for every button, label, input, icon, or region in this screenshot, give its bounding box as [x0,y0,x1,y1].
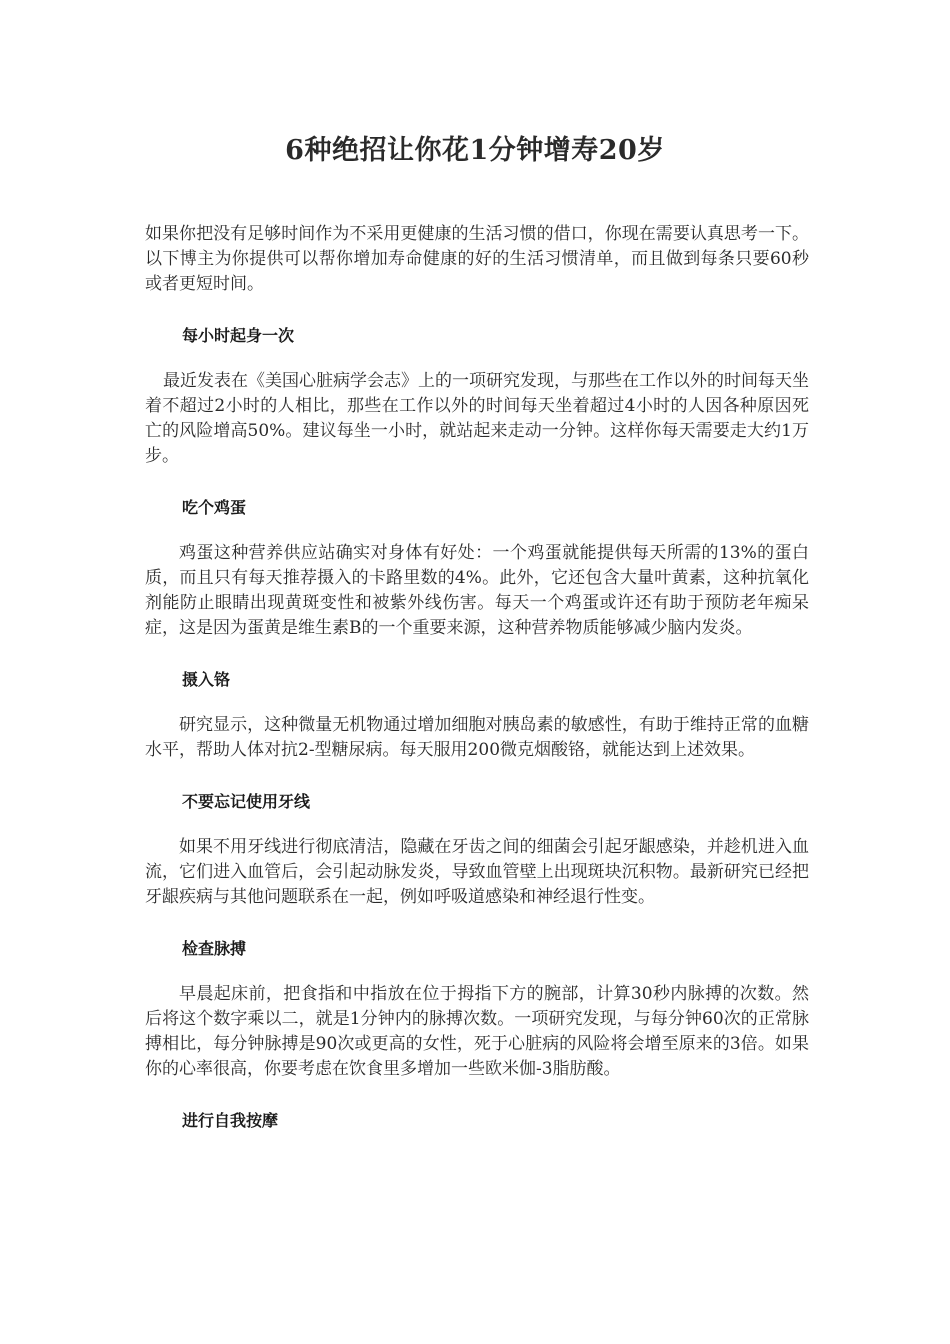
section-body-eat-egg: 鸡蛋这种营养供应站确实对身体有好处：一个鸡蛋就能提供每天所需的13%的蛋白质，而且只有每天推荐摄入的卡路里数的4%。此外，它还包含大量叶黄素，这种抗氧化剂能防止眼睛出现黄斑变性和被紫外线伤害。每天一个鸡蛋或许还有助于预防老年痴呆症，这是因为蛋黄是维生素B的一个重要来源，这种营养物质能够减少脑内发炎。 [145,543,809,638]
section-body-chromium: 研究显示，这种微量无机物通过增加细胞对胰岛素的敏感性，有助于维持正常的血糖水平，帮助人体对抗2-型糖尿病。每天服用200微克烟酸铬，就能达到上述效果。 [145,715,809,760]
section-heading-eat-egg: 吃个鸡蛋 [182,498,247,517]
section-heading-self-massage: 进行自我按摩 [182,1111,279,1130]
section-body-floss: 如果不用牙线进行彻底清洁，隐藏在牙齿之间的细菌会引起牙龈感染，并趁机进入血流，它们进入血管后，会引起动脉发炎，导致血管壁上出现斑块沉积物。最新研究已经把牙龈疾病与其他问题联系在一起，例如呼吸道感染和神经退行性变。 [145,837,809,907]
document-title: 6种绝招让你花1分钟增寿20岁 [285,135,665,166]
section-heading-floss: 不要忘记使用牙线 [182,792,311,811]
section-body-pulse: 早晨起床前，把食指和中指放在位于拇指下方的腕部，计算30秒内脉搏的次数。然后将这个数字乘以二，就是1分钟内的脉搏次数。一项研究发现，与每分钟60次的正常脉搏相比，每分钟脉搏是90次或更高的女性，死于心脏病的风险将会增至原来的3倍。如果你的心率很高，你要考虑在饮食里多增加一些欧米伽-3脂肪酸。 [145,984,809,1079]
section-heading-chromium: 摄入铬 [182,670,231,689]
section-body-stand-up: 最近发表在《美国心脏病学会志》上的一项研究发现，与那些在工作以外的时间每天坐着不超过2小时的人相比，那些在工作以外的时间每天坐着超过4小时的人因各种原因死亡的风险增高50%。建议每坐一小时，就站起来走动一分钟。这样你每天需要走大约1万步。 [145,371,809,466]
section-heading-pulse: 检查脉搏 [182,939,247,958]
section-heading-stand-up: 每小时起身一次 [182,326,295,345]
document-body [145,222,809,1154]
intro-paragraph: 如果你把没有足够时间作为不采用更健康的生活习惯的借口，你现在需要认真思考一下。以下博主为你提供可以帮你增加寿命健康的好的生活习惯清单，而且做到每条只要60秒或者更短时间。 [145,224,809,294]
